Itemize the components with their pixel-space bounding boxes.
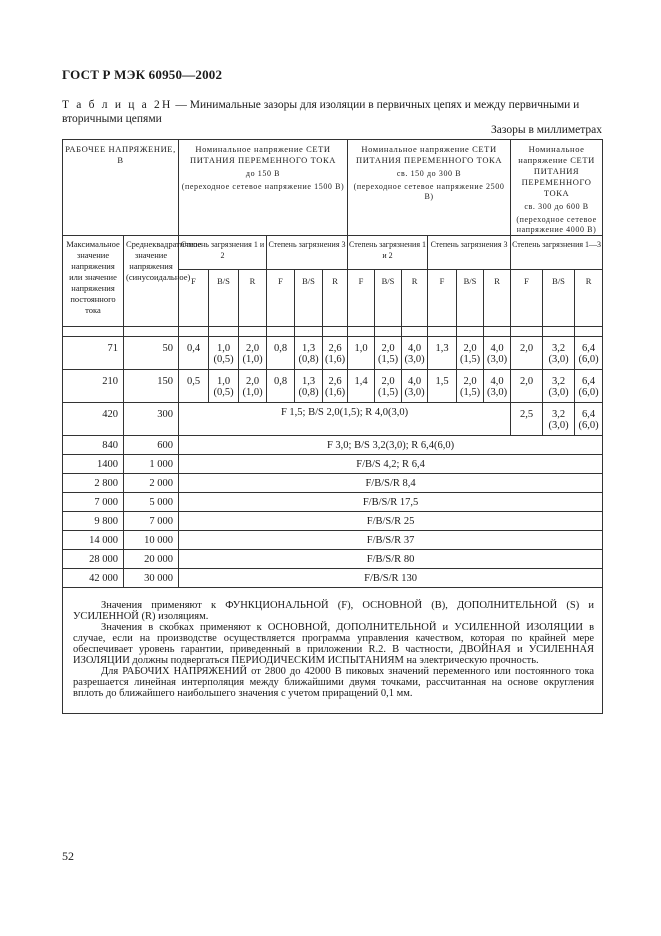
- cell-main: 6,4: [581, 409, 596, 420]
- cell-peak: 840: [63, 436, 124, 455]
- cell-value: 1,4: [348, 370, 375, 403]
- col-bs: B/S: [375, 270, 402, 327]
- cell-paren: (1,5): [459, 354, 481, 365]
- cell-paren: (3,0): [548, 354, 569, 365]
- cell-value: 0,4: [179, 337, 209, 370]
- table-row: [63, 531, 603, 550]
- cell-main: 6,4: [581, 376, 596, 387]
- caption-label: Т а б л и ц а 2Н: [62, 99, 173, 111]
- cell-peak: 71: [63, 337, 124, 370]
- col-f: F: [511, 270, 543, 327]
- cell-value: [323, 370, 348, 403]
- cell-paren: (3,0): [548, 420, 569, 431]
- cell-merged: F/B/S/R 8,4: [179, 474, 603, 493]
- cell-rms: 2 000: [124, 474, 179, 493]
- cell-paren: (0,8): [298, 387, 319, 398]
- cell-value: 2,0: [511, 370, 543, 403]
- page-number: 52: [62, 849, 74, 863]
- cell-paren: (3,0): [404, 387, 425, 398]
- cell-merged: F/B/S/R 130: [179, 569, 603, 588]
- cell-paren: (1,5): [377, 387, 399, 398]
- note-paragraph: Значения в скобках применяют к ОСНОВНОЙ, ДОПОЛНИТЕЛЬНОЙ и УСИЛЕННОЙ ИЗОЛЯЦИИ в случае, если на производстве осуществляется программа управления качеством, которая по крайней мере обеспечивает уровень гарантии, приведенный в приложении R.2. В частности, ДВОЙНАЯ и УСИЛЕННАЯ ИЗОЛЯЦИИ должны подвергаться ПЕРИОДИЧЕСКИМ ИСПЫТАНИЯМ на электрическую прочность.: [73, 622, 595, 666]
- cell-main: 4,0: [490, 343, 504, 354]
- cell-main: 4,0: [407, 376, 422, 387]
- cell-paren: (3,0): [404, 354, 425, 365]
- cell-main: 3,2: [551, 376, 566, 387]
- cell-paren: (1,6): [324, 354, 346, 365]
- cell-value: [295, 370, 323, 403]
- header-mains-600-range: св. 300 до 600 В: [524, 202, 589, 211]
- cell-value: [375, 370, 402, 403]
- header-mains-150-transient: (переходное сетевое напряжение 1500 В): [181, 182, 345, 191]
- cell-peak: 9 800: [63, 512, 124, 531]
- table-notes: [63, 588, 603, 714]
- col-bs: B/S: [457, 270, 484, 327]
- caption-text: — Минимальные зазоры для изоляции в первичных цепях и между первичными и вторичными цепями: [62, 99, 580, 125]
- table-row: [63, 493, 603, 512]
- note-paragraph: Для РАБОЧИХ НАПРЯЖЕНИЙ от 2800 до 42000 В пиковых значений переменного или постоянного тока разрешается линейная интерполяция между ближайшими двумя точками, рассчитанная на основе округления вплоть до ближайшего наибольшего значения с учетом приращений 0,1 мм.: [73, 666, 595, 699]
- table-row: [63, 337, 603, 370]
- cell-value: 2,5: [511, 403, 543, 436]
- header-mains-600: [511, 140, 603, 236]
- cell-peak: 7 000: [63, 493, 124, 512]
- table-row: [63, 455, 603, 474]
- cell-paren: (6,0): [578, 420, 599, 431]
- cell-main: 2,6: [328, 343, 342, 354]
- cell-main: 1,0: [216, 343, 231, 354]
- cell-paren: (6,0): [578, 354, 599, 365]
- col-f: F: [428, 270, 457, 327]
- cell-peak: 2 800: [63, 474, 124, 493]
- cell-value: [575, 370, 603, 403]
- cell-paren: (3,0): [486, 354, 508, 365]
- cell-value: [295, 337, 323, 370]
- header-pollution-4: Степень загрязнения 3: [428, 236, 511, 270]
- cell-value: [457, 337, 484, 370]
- cell-value: [484, 370, 511, 403]
- cell-paren: (1,5): [377, 354, 399, 365]
- cell-value: [543, 337, 575, 370]
- cell-merged: F/B/S/R 37: [179, 531, 603, 550]
- cell-main: 1,0: [216, 376, 231, 387]
- cell-value: [209, 337, 239, 370]
- cell-peak: 420: [63, 403, 124, 436]
- cell-value: [323, 337, 348, 370]
- cell-value: 1,5: [428, 370, 457, 403]
- header-pollution-3: Степень загрязнения 1 и 2: [348, 236, 428, 270]
- header-pollution-2: Степень загрязнения 3: [267, 236, 348, 270]
- header-pollution-1: Степень загрязнения 1 и 2: [179, 236, 267, 270]
- cell-main: 2,0: [381, 376, 395, 387]
- cell-paren: (3,0): [486, 387, 508, 398]
- cell-main: 2,0: [245, 343, 260, 354]
- header-working-voltage: РАБОЧЕЕ НАПРЯЖЕНИЕ, В: [63, 140, 179, 236]
- cell-rms: 600: [124, 436, 179, 455]
- cell-value: [402, 370, 428, 403]
- cell-main: 2,0: [463, 343, 477, 354]
- cell-value: [484, 337, 511, 370]
- table-row: [63, 403, 603, 436]
- cell-main: 2,0: [245, 376, 260, 387]
- cell-rms: 30 000: [124, 569, 179, 588]
- cell-merged: F/B/S/R 25: [179, 512, 603, 531]
- cell-main: 4,0: [490, 376, 504, 387]
- cell-paren: (1,0): [242, 387, 263, 398]
- col-r: R: [239, 270, 267, 327]
- cell-paren: (6,0): [578, 387, 599, 398]
- cell-paren: (0,5): [213, 387, 234, 398]
- clearance-table: [62, 139, 603, 714]
- cell-paren: (3,0): [548, 387, 569, 398]
- note-paragraph: Значения применяют к ФУНКЦИОНАЛЬНОЙ (F), ОСНОВНОЙ (B), ДОПОЛНИТЕЛЬНОЙ (S) и УСИЛЕННОЙ (R) изоляциям.: [73, 600, 595, 622]
- table-row: [63, 370, 603, 403]
- cell-main: 1,3: [301, 376, 316, 387]
- cell-value: [575, 403, 603, 436]
- cell-value: 1,0: [348, 337, 375, 370]
- col-bs: B/S: [543, 270, 575, 327]
- col-r: R: [575, 270, 603, 327]
- cell-value: 0,8: [267, 370, 295, 403]
- cell-main: 4,0: [407, 343, 422, 354]
- header-mains-300-transient: (переходное сетевое напряжение 2500 В): [353, 182, 505, 201]
- cell-paren: (0,5): [213, 354, 234, 365]
- page-header: ГОСТ Р МЭК 60950—2002: [62, 67, 223, 82]
- col-f: F: [267, 270, 295, 327]
- cell-merged: F/B/S/R 80: [179, 550, 603, 569]
- cell-main: 2,0: [463, 376, 477, 387]
- col-f: F: [348, 270, 375, 327]
- cell-rms: 300: [124, 403, 179, 436]
- cell-value: 0,5: [179, 370, 209, 403]
- cell-main: 2,6: [328, 376, 342, 387]
- table-row: [63, 474, 603, 493]
- header-mains-150: [179, 140, 348, 236]
- table-row: [63, 550, 603, 569]
- cell-value: 2,0: [511, 337, 543, 370]
- cell-value: 0,8: [267, 337, 295, 370]
- cell-rms: 10 000: [124, 531, 179, 550]
- units-note: Зазоры в миллиметрах: [491, 124, 602, 136]
- cell-value: [575, 337, 603, 370]
- table-row: [63, 512, 603, 531]
- cell-rms: 7 000: [124, 512, 179, 531]
- table-caption: [62, 98, 602, 126]
- cell-value: [543, 370, 575, 403]
- header-mains-300: [348, 140, 511, 236]
- cell-rms: 5 000: [124, 493, 179, 512]
- cell-value: [375, 337, 402, 370]
- cell-main: 3,2: [551, 343, 566, 354]
- cell-paren: (1,0): [242, 354, 263, 365]
- cell-value: [239, 370, 267, 403]
- header-mains-600-transient: (переходное сетевое напряжение 4000 В): [516, 215, 597, 234]
- cell-main: 3,2: [551, 409, 566, 420]
- col-bs: B/S: [295, 270, 323, 327]
- cell-rms: 1 000: [124, 455, 179, 474]
- col-f: F: [179, 270, 209, 327]
- cell-peak: 1400: [63, 455, 124, 474]
- cell-main: 2,0: [381, 343, 395, 354]
- cell-value: [402, 337, 428, 370]
- cell-value: [239, 337, 267, 370]
- cell-merged: F 1,5; B/S 2,0(1,5); R 4,0(3,0): [179, 403, 511, 436]
- table-row: [63, 436, 603, 455]
- cell-merged: F/B/S 4,2; R 6,4: [179, 455, 603, 474]
- cell-rms: 20 000: [124, 550, 179, 569]
- cell-value: [457, 370, 484, 403]
- cell-merged: F/B/S/R 17,5: [179, 493, 603, 512]
- cell-peak: 28 000: [63, 550, 124, 569]
- cell-main: 6,4: [581, 343, 596, 354]
- cell-peak: 14 000: [63, 531, 124, 550]
- col-r: R: [402, 270, 428, 327]
- table-row: [63, 569, 603, 588]
- header-mains-150-range: до 150 В: [245, 169, 281, 178]
- cell-paren: (1,6): [324, 387, 346, 398]
- cell-value: [209, 370, 239, 403]
- col-r: R: [323, 270, 348, 327]
- cell-value: [543, 403, 575, 436]
- header-mains-300-title: Номинальное напряжение СЕТИ ПИТАНИЯ ПЕРЕМЕННОГО ТОКА: [356, 144, 503, 165]
- cell-value: 1,3: [428, 337, 457, 370]
- header-mains-300-range: св. 150 до 300 В: [396, 169, 462, 178]
- cell-paren: (0,8): [298, 354, 319, 365]
- col-bs: B/S: [209, 270, 239, 327]
- cell-rms: 50: [124, 337, 179, 370]
- cell-paren: (1,5): [459, 387, 481, 398]
- header-peak-voltage: Максимальное значение напряжения или значение напряжения постоянного тока: [63, 236, 124, 327]
- spacer-row: [63, 327, 603, 337]
- cell-main: 1,3: [301, 343, 316, 354]
- header-mains-150-title: Номинальное напряжение СЕТИ ПИТАНИЯ ПЕРЕМЕННОГО ТОКА: [189, 144, 337, 165]
- header-pollution-5: Степень загрязнения 1—3: [511, 236, 603, 270]
- cell-rms: 150: [124, 370, 179, 403]
- cell-merged: F 3,0; B/S 3,2(3,0); R 6,4(6,0): [179, 436, 603, 455]
- col-r: R: [484, 270, 511, 327]
- header-rms-voltage: Среднеквадратичное значение напряжения (синусоидальное): [124, 236, 179, 327]
- cell-peak: 42 000: [63, 569, 124, 588]
- header-mains-600-title: Номинальное напряжение СЕТИ ПИТАНИЯ ПЕРЕМЕННОГО ТОКА: [518, 144, 595, 198]
- cell-peak: 210: [63, 370, 124, 403]
